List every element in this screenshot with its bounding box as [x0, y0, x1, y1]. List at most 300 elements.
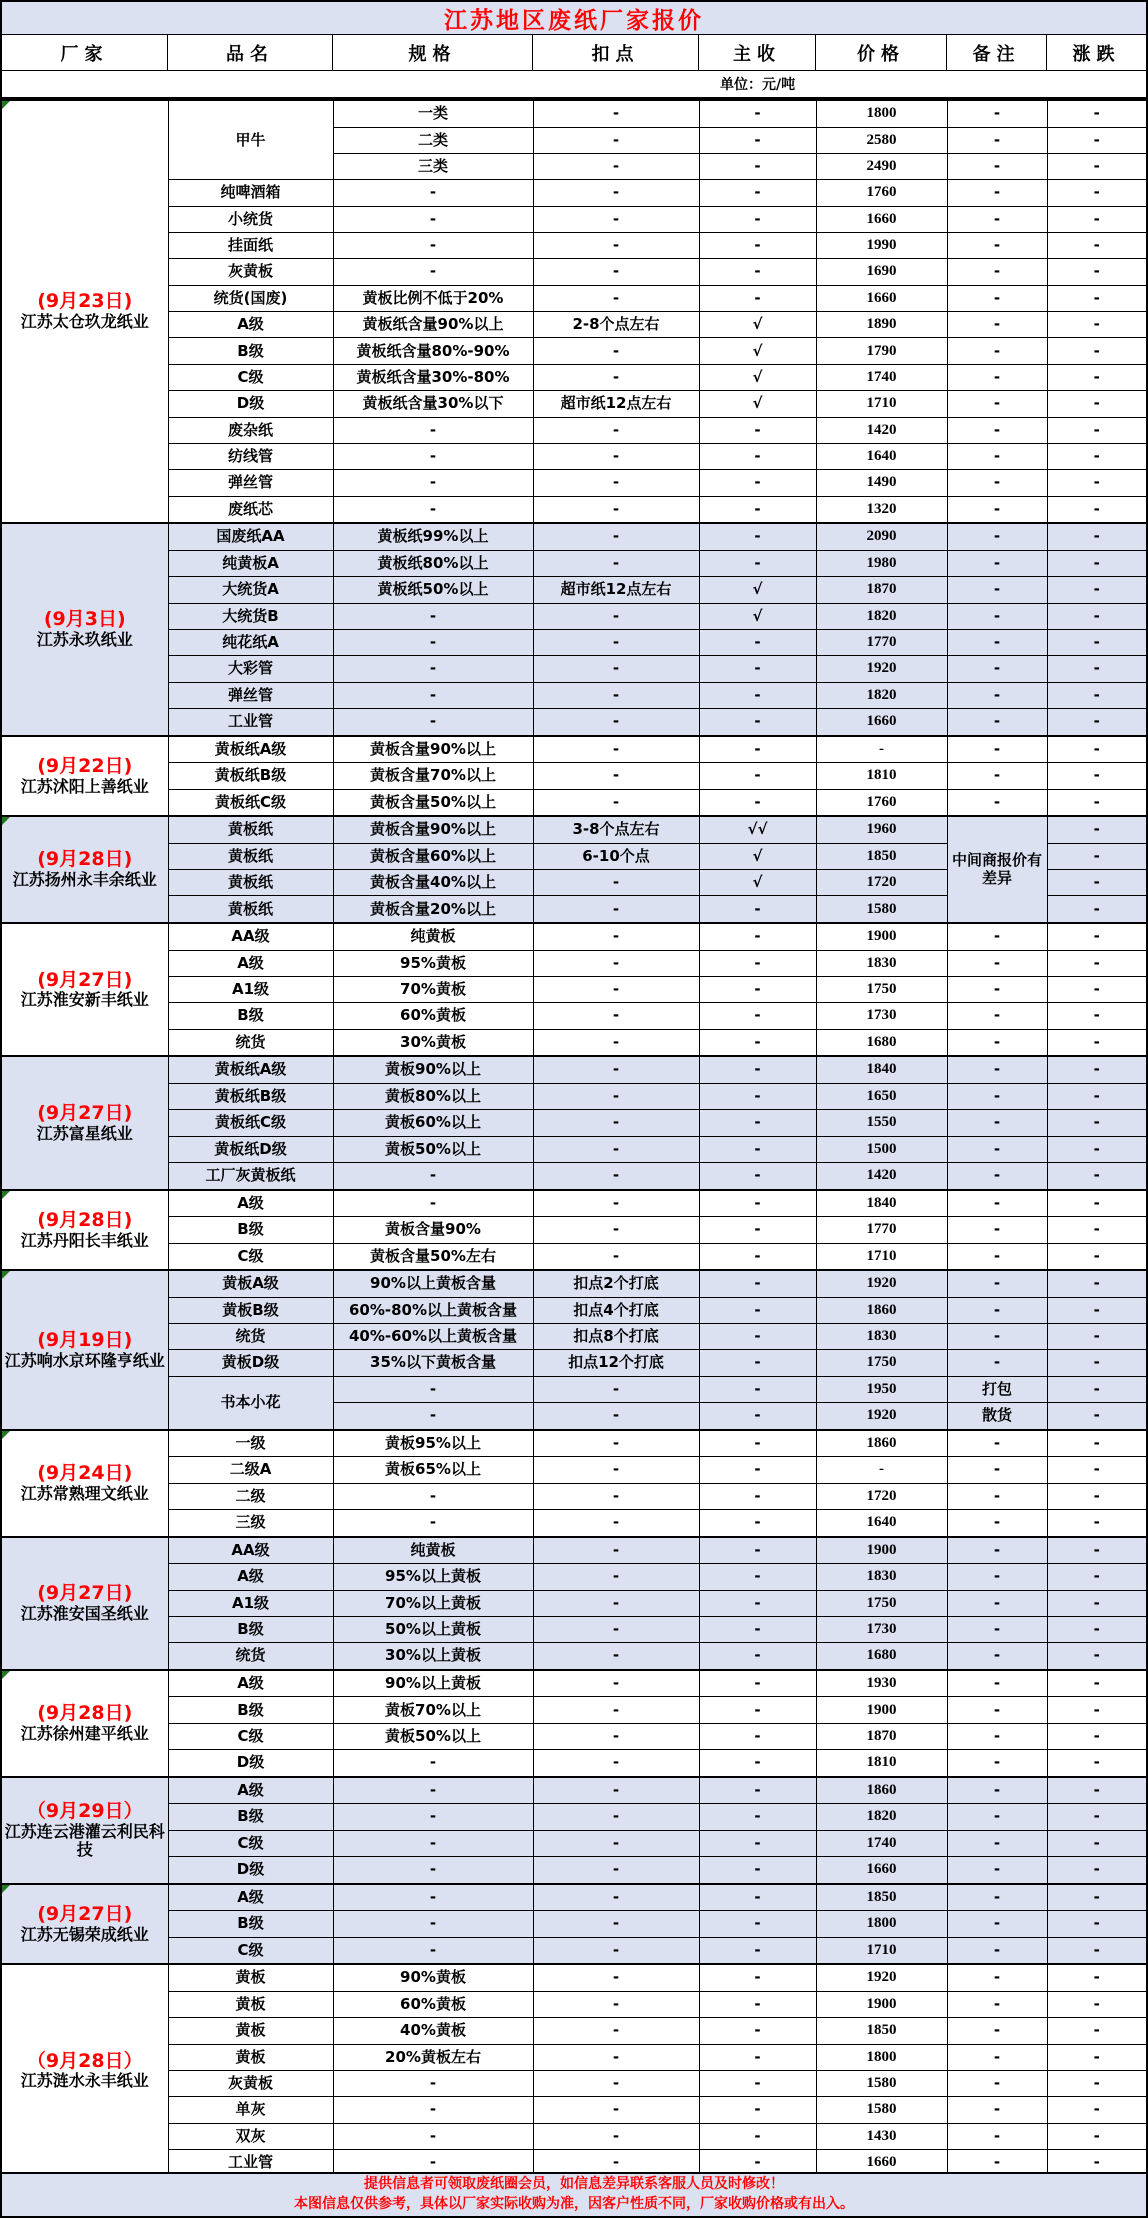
note-cell: - — [947, 577, 1047, 603]
main-buy-cell: - — [699, 1270, 816, 1297]
change-cell: - — [1047, 1376, 1146, 1402]
change-cell: - — [1047, 2018, 1146, 2044]
factory-cell — [2, 523, 168, 735]
main-buy-cell: - — [699, 496, 816, 523]
product-cell: 工厂灰黄板纸 — [168, 1162, 333, 1189]
table-row — [2, 2097, 1146, 2123]
quote-date: (9月28日) — [37, 1702, 133, 1725]
product-cell: 统货 — [168, 1643, 333, 1670]
note-cell: - — [947, 2044, 1047, 2070]
deduction-cell: - — [533, 603, 699, 629]
deduction-cell: - — [533, 1804, 699, 1830]
spec-cell: 黄板90%以上 — [333, 1056, 533, 1083]
spec-cell: 30%黄板 — [333, 1029, 533, 1056]
main-buy-cell: - — [699, 127, 816, 153]
table-row — [2, 364, 1146, 390]
table-row — [2, 1110, 1146, 1136]
main-buy-cell: - — [699, 2070, 816, 2096]
product-cell: 黄板 — [168, 1991, 333, 2017]
note-cell: 散货 — [947, 1403, 1047, 1430]
note-cell: - — [947, 629, 1047, 655]
table-row — [2, 443, 1146, 469]
deduction-cell: - — [533, 523, 699, 550]
main-buy-cell: √ — [699, 603, 816, 629]
note-cell: - — [947, 1616, 1047, 1642]
product-cell: 黄板纸D级 — [168, 1136, 333, 1162]
note-cell: - — [947, 1697, 1047, 1723]
table-row — [2, 1643, 1146, 1670]
price-cell: 1640 — [816, 1510, 947, 1537]
note-cell: - — [947, 100, 1047, 127]
col-header-price: 价格 — [816, 35, 947, 71]
product-cell: 统货(国废) — [168, 285, 333, 311]
main-buy-cell: - — [699, 1483, 816, 1509]
note-cell: - — [947, 550, 1047, 576]
table-row — [2, 1297, 1146, 1323]
deduction-cell: - — [533, 1723, 699, 1749]
price-cell: 1680 — [816, 1643, 947, 1670]
factory-cell — [2, 1670, 168, 1777]
spec-cell: 30%以上黄板 — [333, 1643, 533, 1670]
price-cell: 1820 — [816, 682, 947, 708]
deduction-cell: 超市纸12点左右 — [533, 577, 699, 603]
product-cell: A级 — [168, 1190, 333, 1217]
main-buy-cell: - — [699, 1830, 816, 1856]
col-header-main-buy: 主收 — [699, 35, 816, 71]
table-row — [2, 1670, 1146, 1697]
change-cell: - — [1047, 1297, 1146, 1323]
deduction-cell: - — [533, 736, 699, 763]
spec-cell: 40%黄板 — [333, 2018, 533, 2044]
product-cell: A级 — [168, 950, 333, 976]
table-row — [2, 708, 1146, 735]
change-cell: - — [1047, 1483, 1146, 1509]
product-cell: C级 — [168, 1937, 333, 1964]
footer-disclaimer — [2, 2172, 1146, 2216]
change-cell: - — [1047, 1350, 1146, 1376]
spec-cell: - — [333, 656, 533, 682]
price-cell: 1760 — [816, 789, 947, 816]
note-cell: - — [947, 603, 1047, 629]
table-row — [2, 1590, 1146, 1616]
deduction-cell: - — [533, 2150, 699, 2177]
table-row — [2, 259, 1146, 285]
note-cell: - — [947, 1110, 1047, 1136]
table-row — [2, 763, 1146, 789]
main-buy-cell: - — [699, 1403, 816, 1430]
price-cell: 1660 — [816, 206, 947, 232]
product-cell: 黄板纸B级 — [168, 763, 333, 789]
factory-cell — [2, 1190, 168, 1271]
spec-cell: - — [333, 1162, 533, 1189]
price-cell: 1650 — [816, 1083, 947, 1109]
factory-name: 江苏富星纸业 — [36, 1123, 133, 1143]
spec-cell: 90%以上黄板含量 — [333, 1270, 533, 1297]
deduction-cell: - — [533, 950, 699, 976]
spec-cell: - — [333, 708, 533, 735]
note-cell: - — [947, 1723, 1047, 1749]
product-cell: 黄板B级 — [168, 1297, 333, 1323]
spec-cell: - — [333, 1190, 533, 1217]
spec-cell: 黄板纸含量90%以上 — [333, 312, 533, 338]
table-row — [2, 470, 1146, 496]
spec-cell: - — [333, 1911, 533, 1937]
spec-cell: - — [333, 470, 533, 496]
table-row — [2, 1003, 1146, 1029]
change-cell: - — [1047, 789, 1146, 816]
deduction-cell: - — [533, 2123, 699, 2149]
main-buy-cell: - — [699, 1643, 816, 1670]
product-cell: 黄板纸C级 — [168, 789, 333, 816]
main-buy-cell: - — [699, 1697, 816, 1723]
deduction-cell: 扣点12个打底 — [533, 1350, 699, 1376]
deduction-cell: - — [533, 1537, 699, 1564]
deduction-cell: - — [533, 338, 699, 364]
table-row — [2, 2018, 1146, 2044]
change-cell: - — [1047, 1857, 1146, 1884]
product-cell: A级 — [168, 1777, 333, 1804]
price-cell: 1660 — [816, 285, 947, 311]
change-cell: - — [1047, 1991, 1146, 2017]
table-row — [2, 1430, 1146, 1457]
spec-cell: 黄板95%以上 — [333, 1430, 533, 1457]
product-cell: B级 — [168, 1616, 333, 1642]
main-buy-cell: - — [699, 1324, 816, 1350]
table-row — [2, 1510, 1146, 1537]
product-cell: C级 — [168, 1830, 333, 1856]
price-cell: 1720 — [816, 1483, 947, 1509]
green-corner-marker — [2, 1671, 10, 1679]
note-cell: - — [947, 1643, 1047, 1670]
spec-cell: 黄板纸99%以上 — [333, 523, 533, 550]
note-cell: - — [947, 1991, 1047, 2017]
main-buy-cell: - — [699, 1616, 816, 1642]
change-cell: - — [1047, 1590, 1146, 1616]
factory-name: 江苏响水京环隆亨纸业 — [4, 1350, 165, 1370]
change-cell: - — [1047, 259, 1146, 285]
table-row — [2, 1884, 1146, 1911]
deduction-cell: - — [533, 1029, 699, 1056]
spec-cell: 90%以上黄板 — [333, 1670, 533, 1697]
change-cell: - — [1047, 1110, 1146, 1136]
table-row — [2, 1483, 1146, 1509]
main-buy-cell: - — [699, 1777, 816, 1804]
spec-cell: 黄板50%以上 — [333, 1136, 533, 1162]
main-buy-cell: - — [699, 629, 816, 655]
factory-name: 江苏连云港灌云利民科技 — [4, 1821, 165, 1860]
note-cell: - — [947, 470, 1047, 496]
change-cell: - — [1047, 1403, 1146, 1430]
price-cell: 1760 — [816, 180, 947, 206]
factory-name: 江苏永玖纸业 — [36, 630, 133, 650]
deduction-cell: - — [533, 1162, 699, 1189]
price-cell: 1950 — [816, 1376, 947, 1402]
main-buy-cell: - — [699, 1991, 816, 2017]
spec-cell: 黄板含量90%以上 — [333, 736, 533, 763]
table-row — [2, 2044, 1146, 2070]
product-cell: 统货 — [168, 1324, 333, 1350]
table-row — [2, 1350, 1146, 1376]
spec-cell: - — [333, 1937, 533, 1964]
main-buy-cell: - — [699, 2044, 816, 2070]
deduction-cell: - — [533, 496, 699, 523]
change-cell: - — [1047, 923, 1146, 950]
spec-cell: 黄板纸50%以上 — [333, 577, 533, 603]
factory-cell — [2, 923, 168, 1056]
deduction-cell: - — [533, 1110, 699, 1136]
green-corner-marker — [2, 1191, 10, 1199]
table-row — [2, 1324, 1146, 1350]
main-buy-cell: - — [699, 206, 816, 232]
main-buy-cell: - — [699, 2018, 816, 2044]
product-cell: 黄板纸 — [168, 843, 333, 869]
table-row — [2, 1777, 1146, 1804]
spec-cell: 95%黄板 — [333, 950, 533, 976]
deduction-cell: - — [533, 1670, 699, 1697]
spec-cell: 60%-80%以上黄板含量 — [333, 1297, 533, 1323]
green-corner-marker — [2, 101, 10, 109]
note-cell: - — [947, 789, 1047, 816]
main-buy-cell: - — [699, 417, 816, 443]
note-cell: - — [947, 1884, 1047, 1911]
price-cell: 1800 — [816, 1911, 947, 1937]
note-cell: - — [947, 1590, 1047, 1616]
spec-cell: - — [333, 2150, 533, 2177]
product-cell: 单灰 — [168, 2097, 333, 2123]
factory-name: 江苏淮安新丰纸业 — [20, 990, 149, 1010]
deduction-cell: - — [533, 206, 699, 232]
main-buy-cell: - — [699, 1590, 816, 1616]
product-cell: 挂面纸 — [168, 233, 333, 259]
product-cell: B级 — [168, 338, 333, 364]
note-cell: - — [947, 2097, 1047, 2123]
price-cell: - — [816, 736, 947, 763]
price-cell: 1580 — [816, 2097, 947, 2123]
table-row — [2, 417, 1146, 443]
table-row — [2, 682, 1146, 708]
spec-cell: 黄板含量50%左右 — [333, 1243, 533, 1270]
change-cell: - — [1047, 1911, 1146, 1937]
product-cell: 黄板纸B级 — [168, 1083, 333, 1109]
table-row — [2, 550, 1146, 576]
note-cell: - — [947, 1937, 1047, 1964]
deduction-cell: - — [533, 682, 699, 708]
deduction-cell: - — [533, 1136, 699, 1162]
main-buy-cell: √√ — [699, 816, 816, 843]
price-cell: 1770 — [816, 1217, 947, 1243]
factory-name: 江苏丹阳长丰纸业 — [20, 1230, 149, 1250]
spec-cell: - — [333, 2097, 533, 2123]
note-cell: - — [947, 180, 1047, 206]
change-cell: - — [1047, 682, 1146, 708]
table-row — [2, 1190, 1146, 1217]
product-cell: 废纸芯 — [168, 496, 333, 523]
deduction-cell: - — [533, 470, 699, 496]
note-cell: - — [947, 1537, 1047, 1564]
spec-cell: 黄板50%以上 — [333, 1723, 533, 1749]
product-cell: 小统货 — [168, 206, 333, 232]
spec-cell: 黄板60%以上 — [333, 1110, 533, 1136]
table-row — [2, 1083, 1146, 1109]
footer-line-2: 本图信息仅供参考，具体以厂家实际收购为准，因客户性质不同，厂家收购价格或有出入。 — [294, 2196, 854, 2212]
product-cell: 黄板纸A级 — [168, 1056, 333, 1083]
spec-cell: - — [333, 629, 533, 655]
price-cell: 1860 — [816, 1777, 947, 1804]
table-row — [2, 1056, 1146, 1083]
note-cell: - — [947, 1911, 1047, 1937]
note-cell: - — [947, 1350, 1047, 1376]
change-cell: - — [1047, 2044, 1146, 2070]
product-cell: C级 — [168, 1243, 333, 1270]
price-cell: 1860 — [816, 1297, 947, 1323]
price-cell: 1870 — [816, 1723, 947, 1749]
main-buy-cell: - — [699, 1430, 816, 1457]
price-cell: 1900 — [816, 1537, 947, 1564]
product-cell: B级 — [168, 1003, 333, 1029]
main-buy-cell: - — [699, 443, 816, 469]
product-cell: 书本小花 — [168, 1376, 333, 1429]
deduction-cell: - — [533, 180, 699, 206]
deduction-cell: 扣点2个打底 — [533, 1270, 699, 1297]
table-row — [2, 1991, 1146, 2017]
product-cell: B级 — [168, 1804, 333, 1830]
note-cell: - — [947, 1083, 1047, 1109]
product-cell: 纯黄板A — [168, 550, 333, 576]
product-cell: B级 — [168, 1911, 333, 1937]
change-cell: - — [1047, 1616, 1146, 1642]
deduction-cell: - — [533, 153, 699, 179]
change-cell: - — [1047, 629, 1146, 655]
main-buy-cell: - — [699, 1243, 816, 1270]
spec-cell: 20%黄板左右 — [333, 2044, 533, 2070]
deduction-cell: 3-8个点左右 — [533, 816, 699, 843]
note-cell: - — [947, 2070, 1047, 2096]
product-cell: 弹丝管 — [168, 470, 333, 496]
note-cell: - — [947, 950, 1047, 976]
column-header-row — [2, 35, 1146, 71]
change-cell: - — [1047, 1510, 1146, 1537]
product-cell: 工业管 — [168, 2150, 333, 2177]
deduction-cell: - — [533, 656, 699, 682]
main-buy-cell: - — [699, 523, 816, 550]
note-cell: - — [947, 923, 1047, 950]
main-buy-cell: - — [699, 1162, 816, 1189]
note-cell: - — [947, 763, 1047, 789]
table-row — [2, 923, 1146, 950]
change-cell: - — [1047, 603, 1146, 629]
change-cell: - — [1047, 1003, 1146, 1029]
price-cell: 1750 — [816, 1350, 947, 1376]
product-cell: AA级 — [168, 923, 333, 950]
price-cell: 1550 — [816, 1110, 947, 1136]
main-buy-cell: - — [699, 1670, 816, 1697]
change-cell: - — [1047, 1750, 1146, 1777]
deduction-cell: 6-10个点 — [533, 843, 699, 869]
table-row — [2, 1217, 1146, 1243]
spec-cell: 黄板纸80%以上 — [333, 550, 533, 576]
deduction-cell: - — [533, 2044, 699, 2070]
spec-cell: 90%黄板 — [333, 1964, 533, 1991]
main-buy-cell: - — [699, 153, 816, 179]
quote-date: (9月28日) — [37, 1208, 133, 1231]
deduction-cell: - — [533, 100, 699, 127]
deduction-cell: - — [533, 1056, 699, 1083]
main-buy-cell: - — [699, 1003, 816, 1029]
main-buy-cell: - — [699, 1723, 816, 1749]
deduction-cell: - — [533, 1457, 699, 1483]
main-buy-cell: - — [699, 285, 816, 311]
table-row — [2, 577, 1146, 603]
spec-cell: 黄板70%以上 — [333, 1697, 533, 1723]
price-cell: 1980 — [816, 550, 947, 576]
deduction-cell: - — [533, 1083, 699, 1109]
table-row — [2, 1564, 1146, 1590]
deduction-cell: - — [533, 1937, 699, 1964]
main-buy-cell: - — [699, 1964, 816, 1991]
product-cell: 黄板 — [168, 2018, 333, 2044]
quote-date: （9月29日） — [26, 1799, 143, 1822]
spec-cell: - — [333, 682, 533, 708]
spec-cell: 黄板纸含量30%-80% — [333, 364, 533, 390]
deduction-cell: 扣点4个打底 — [533, 1297, 699, 1323]
main-buy-cell: √ — [699, 870, 816, 896]
spec-cell: - — [333, 1857, 533, 1884]
green-corner-marker — [2, 1885, 10, 1893]
deduction-cell: - — [533, 923, 699, 950]
product-cell: D级 — [168, 1750, 333, 1777]
product-cell: 纯啤酒箱 — [168, 180, 333, 206]
product-cell: 黄板纸 — [168, 896, 333, 923]
price-cell: 1820 — [816, 1804, 947, 1830]
price-cell: 1580 — [816, 2070, 947, 2096]
deduction-cell: - — [533, 1217, 699, 1243]
price-cell: 1900 — [816, 923, 947, 950]
price-cell: 1420 — [816, 417, 947, 443]
table-row — [2, 100, 1146, 127]
deduction-cell: - — [533, 550, 699, 576]
price-cell: 1900 — [816, 1697, 947, 1723]
note-cell: - — [947, 976, 1047, 1002]
change-cell: - — [1047, 763, 1146, 789]
table-row — [2, 496, 1146, 523]
unit-note: 单位：元/吨 — [720, 77, 796, 93]
note-cell: - — [947, 1270, 1047, 1297]
quote-date: （9月28日） — [26, 2049, 143, 2072]
product-cell: 弹丝管 — [168, 682, 333, 708]
table-row — [2, 1830, 1146, 1856]
table-row — [2, 1937, 1146, 1964]
quote-date: (9月24日) — [37, 1462, 133, 1485]
deduction-cell: - — [533, 1403, 699, 1430]
main-buy-cell: - — [699, 923, 816, 950]
note-cell: - — [947, 1162, 1047, 1189]
price-cell: 2490 — [816, 153, 947, 179]
spec-cell: 黄板含量70%以上 — [333, 763, 533, 789]
spec-cell: 35%以下黄板含量 — [333, 1350, 533, 1376]
table-row — [2, 312, 1146, 338]
main-buy-cell: - — [699, 1083, 816, 1109]
main-buy-cell: - — [699, 1056, 816, 1083]
main-buy-cell: - — [699, 1884, 816, 1911]
price-cell: 1490 — [816, 470, 947, 496]
price-cell: 1810 — [816, 763, 947, 789]
main-buy-cell: - — [699, 896, 816, 923]
spec-cell: - — [333, 1510, 533, 1537]
spec-cell: 纯黄板 — [333, 923, 533, 950]
price-cell: 1750 — [816, 1590, 947, 1616]
green-corner-marker — [2, 1431, 10, 1439]
change-cell: - — [1047, 153, 1146, 179]
